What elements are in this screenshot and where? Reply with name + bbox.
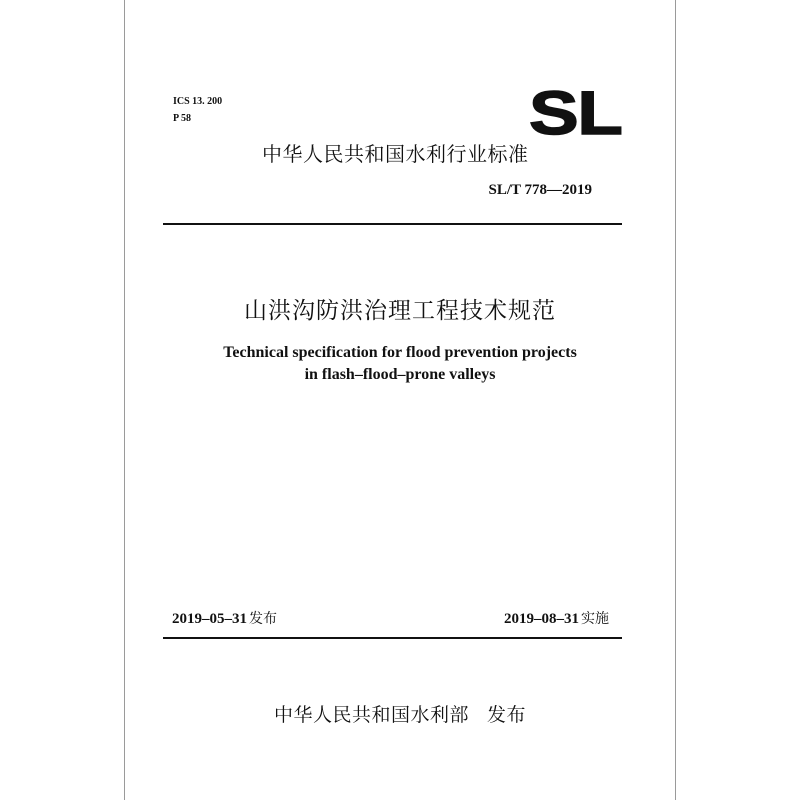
- implement-date-block: [504, 609, 609, 629]
- title-english: [0, 342, 800, 386]
- publisher-line: [0, 702, 800, 728]
- publisher-label: 发布: [487, 704, 527, 726]
- classification-block: [173, 93, 222, 127]
- issue-date-block: [172, 609, 277, 629]
- issue-label: 发布: [249, 611, 277, 627]
- sl-logo: SL: [529, 79, 622, 147]
- bottom-divider: [163, 637, 622, 639]
- cover-right-edge: [675, 0, 676, 800]
- standard-category: 中华人民共和国水利行业标准: [262, 142, 529, 166]
- title-english-line-1: Technical specification for flood prevention projects: [223, 344, 577, 361]
- ics-code: ICS 13. 200: [173, 96, 223, 107]
- title-english-line-2: in flash–flood–prone valleys: [304, 366, 496, 383]
- implement-label: 实施: [581, 611, 609, 627]
- title-chinese: 山洪沟防洪治理工程技术规范: [244, 298, 556, 324]
- publisher-org: 中华人民共和国水利部: [273, 704, 469, 726]
- standard-number: SL/T 778—2019: [488, 182, 592, 198]
- classification-code: P 58: [173, 113, 192, 124]
- top-divider: [163, 223, 622, 225]
- implement-date: 2019–08–31: [504, 611, 579, 627]
- issue-date: 2019–05–31: [172, 611, 247, 627]
- cover-left-edge: [124, 0, 125, 800]
